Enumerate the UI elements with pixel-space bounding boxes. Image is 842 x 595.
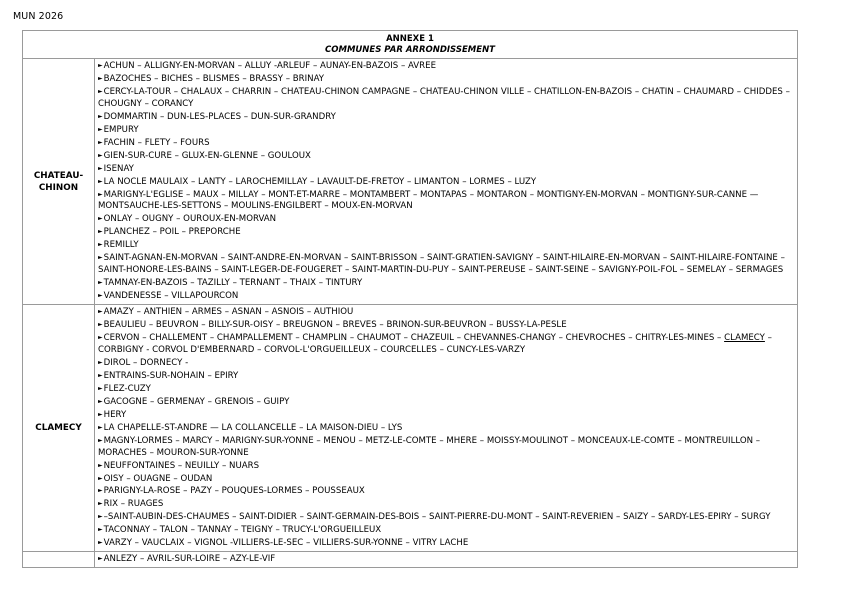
commune-group-line: ► VARZY – VAUCLAIX – VIGNOL -VILLIERS-LE-SEC – VILLIERS-SUR-YONNE – VITRY LACHE <box>98 537 794 550</box>
commune-group-line: ► DIROL – DORNECY - <box>98 357 794 370</box>
arrondissement-row <box>23 552 798 568</box>
commune-group-line: ► ANLEZY – AVRIL-SUR-LOIRE – AZY-LE-VIF <box>98 553 794 566</box>
annex-subtitle: COMMUNES PAR ARRONDISSEMENT <box>325 45 495 55</box>
commune-group-line: ► BEAULIEU – BEUVRON – BILLY-SUR-OISY – BREUGNON – BREVES – BRINON-SUR-BEUVRON – BUSSY-LA-PESLE <box>98 319 794 332</box>
commune-group-line: ► VANDENESSE – VILLAPOURCON <box>98 290 794 303</box>
communes-table <box>22 30 798 568</box>
underlined-commune: CLAMECY <box>724 333 765 344</box>
commune-group-line: ► OISY – OUAGNE – OUDAN <box>98 473 794 486</box>
arrondissement-name: CLAMECY <box>23 305 95 552</box>
arrondissement-row <box>23 305 798 552</box>
commune-group-line: ► ACHUN – ALLIGNY-EN-MORVAN – ALLUY -ARLEUF – AUNAY-EN-BAZOIS – AVREE <box>98 60 794 73</box>
commune-group-line: ► SAINT-AGNAN-EN-MORVAN – SAINT-ANDRE-EN-MORVAN – SAINT-BRISSON – SAINT-GRATIEN-SAVIGNY – SAINT-HILAIRE-EN-MORVAN – SAINT-HILAIRE-FONTAINE – SAINT-HONORE-LES-BAINS – SAINT-LEGER-DE-FOUGERET – SAINT-MARTIN-DU-PUY – SAINT-PEREUSE – SAINT-SEINE – SAVIGNY-POIL-FOL – SEMELAY – SERMAGES <box>98 252 794 277</box>
commune-group-line: ► AMAZY – ANTHIEN – ARMES – ASNAN – ASNOIS – AUTHIOU <box>98 306 794 319</box>
commune-group-line: ► MAGNY-LORMES – MARCY – MARIGNY-SUR-YONNE – MENOU – METZ-LE-COMTE – MHERE – MOISSY-MOULINOT – MONCEAUX-LE-COMTE – MONTREUILLON – MORACHES – MOURON-SUR-YONNE <box>98 435 794 460</box>
commune-group-line: ► RIX – RUAGES <box>98 498 794 511</box>
arrondissement-name: CHATEAU- CHINON <box>23 59 95 305</box>
commune-group-line: ► ONLAY – OUGNY – OUROUX-EN-MORVAN <box>98 213 794 226</box>
commune-group-line: ► –SAINT-AUBIN-DES-CHAUMES – SAINT-DIDIER – SAINT-GERMAIN-DES-BOIS – SAINT-PIERRE-DU-MONT – SAINT-REVERIEN – SAIZY – SARDY-LES-EPIRY – SURGY <box>98 511 794 524</box>
table-header-row <box>23 31 798 59</box>
commune-group-line: ► PARIGNY-LA-ROSE – PAZY – POUQUES-LORMES – POUSSEAUX <box>98 485 794 498</box>
commune-group-line: ► LA NOCLE MAULAIX – LANTY – LAROCHEMILLAY – LAVAULT-DE-FRETOY – LIMANTON – LORMES – LUZY <box>98 176 794 189</box>
commune-group-line: ► PLANCHEZ – POIL – PREPORCHE <box>98 226 794 239</box>
commune-group-line: ► TACONNAY – TALON – TANNAY – TEIGNY – TRUCY-L'ORGUEILLEUX <box>98 524 794 537</box>
commune-group-line: ► HERY <box>98 409 794 422</box>
commune-group-line: ► EMPURY <box>98 124 794 137</box>
commune-list <box>95 305 798 552</box>
commune-group-line: ► MARIGNY-L'EGLISE – MAUX – MILLAY – MONT-ET-MARRE – MONTAMBERT – MONTAPAS – MONTARON – MONTIGNY-EN-MORVAN – MONTIGNY-SUR-CANNE — MONTSAUCHE-LES-SETTONS – MOULINS-ENGILBERT – MOUX-EN-MORVAN <box>98 189 794 214</box>
commune-group-line: ► REMILLY <box>98 239 794 252</box>
commune-group-line: ► FACHIN – FLETY – FOURS <box>98 137 794 150</box>
commune-group-line: ► ISENAY <box>98 163 794 176</box>
document-reference: MUN 2026 <box>13 11 64 22</box>
commune-group-line: ► DOMMARTIN – DUN-LES-PLACES – DUN-SUR-GRANDRY <box>98 111 794 124</box>
arrondissement-name <box>23 552 95 568</box>
commune-group-line: ► GIEN-SUR-CURE – GLUX-EN-GLENNE – GOULOUX <box>98 150 794 163</box>
arrondissement-row <box>23 59 798 305</box>
commune-group-line: ► ENTRAINS-SUR-NOHAIN – EPIRY <box>98 370 794 383</box>
commune-group-line: ► NEUFFONTAINES – NEUILLY – NUARS <box>98 460 794 473</box>
commune-group-line: ► FLEZ-CUZY <box>98 383 794 396</box>
annex-title: ANNEXE 1 <box>386 34 434 44</box>
commune-group-line: ► BAZOCHES – BICHES – BLISMES – BRASSY – BRINAY <box>98 73 794 86</box>
commune-group-line: ► CERVON – CHALLEMENT – CHAMPALLEMENT – CHAMPLIN – CHAUMOT – CHAZEUIL – CHEVANNES-CHANGY – CHEVROCHES – CHITRY-LES-MINES – CLAMECY – CORBIGNY - CORVOL D'EMBERNARD – CORVOL-L'ORGUEILLEUX – COURCELLES – CUNCY-LES-VARZY <box>98 332 794 357</box>
commune-group-line: ► GACOGNE – GERMENAY – GRENOIS – GUIPY <box>98 396 794 409</box>
commune-group-line: ► TAMNAY-EN-BAZOIS – TAZILLY – TERNANT – THAIX – TINTURY <box>98 277 794 290</box>
commune-list <box>95 59 798 305</box>
table-header <box>23 31 798 59</box>
commune-list <box>95 552 798 568</box>
commune-group-line: ► LA CHAPELLE-ST-ANDRE — LA COLLANCELLE – LA MAISON-DIEU – LYS <box>98 422 794 435</box>
commune-group-line: ► CERCY-LA-TOUR – CHALAUX – CHARRIN – CHATEAU-CHINON CAMPAGNE – CHATEAU-CHINON VILLE – CHATILLON-EN-BAZOIS – CHATIN – CHAUMARD – CHIDDES – CHOUGNY – CORANCY <box>98 86 794 111</box>
